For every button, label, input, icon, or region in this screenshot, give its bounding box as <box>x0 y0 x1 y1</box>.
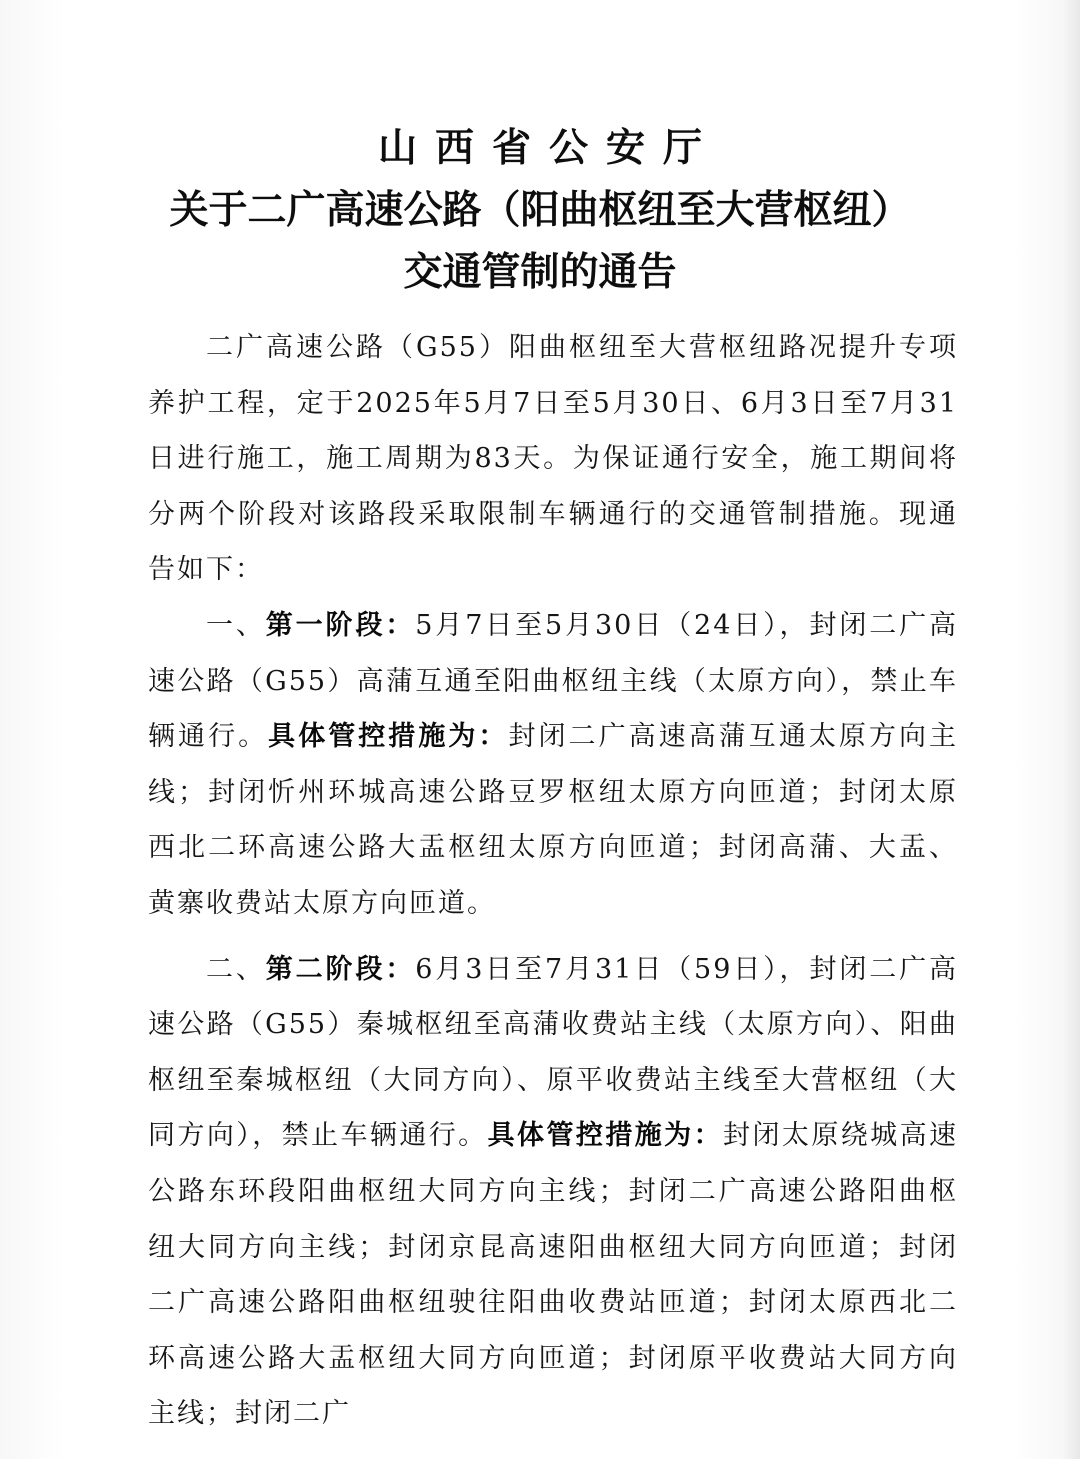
section-2-paragraph <box>148 942 958 1442</box>
section-2-text: 6月3日至7月31日（59日），封闭二广高速公路（G55）秦城枢纽至高蒲收费站主线（太原方向）、阳曲枢纽至秦城枢纽（大同方向）、原平收费站主线至大营枢纽（大同方向），禁止车辆通行。 <box>148 953 959 1152</box>
section-1-paragraph <box>148 598 958 932</box>
title-subject: 关于二广高速公路（阳曲枢纽至大营枢纽） <box>169 188 911 233</box>
section-1-prefix: 一、 <box>206 609 266 641</box>
section-2-measures-label: 具体管控措施为： <box>487 1120 724 1152</box>
document-title <box>0 118 1080 304</box>
section-2-measures: 封闭太原绕城高速公路东环段阳曲枢纽大同方向主线；封闭二广高速公路阳曲枢纽大同方向主线；封闭京昆高速阳曲枢纽大同方向匝道；封闭二广高速公路阳曲枢纽驶往阳曲收费站匝道；封闭太原西北二环高速公路大盂枢纽大同方向匝道；封闭原平收费站大同方向主线；封闭二广 <box>148 1120 959 1430</box>
section-2-heading: 第二阶段： <box>265 953 416 985</box>
section-1-measures-label: 具体管控措施为： <box>268 721 509 753</box>
section-1-heading: 第一阶段： <box>265 609 416 641</box>
page-edge-shadow <box>1062 0 1080 1459</box>
section-1-text: 5月7日至5月30日（24日），封闭二广高速公路（G55）高蒲互通至阳曲枢纽主线（太原方向），禁止车辆通行。 <box>148 609 959 753</box>
section-2-prefix: 二、 <box>206 953 266 985</box>
intro-paragraph: 二广高速公路（G55）阳曲枢纽至大营枢纽路况提升专项养护工程，定于2025年5月7日至5月30日、6月3日至7月31日进行施工，施工周期为83天。为保证通行安全，施工期间将分两个阶段对该路段采取限制车辆通行的交通管制措施。现通告如下： <box>148 332 958 586</box>
title-notice: 交通管制的通告 <box>403 250 677 295</box>
section-1-measures: 封闭二广高速高蒲互通太原方向主线；封闭忻州环城高速公路豆罗枢纽太原方向匝道；封闭太原西北二环高速公路大盂枢纽太原方向匝道；封闭高蒲、大盂、黄寨收费站太原方向匝道。 <box>148 721 959 919</box>
title-issuer: 山西省公安厅 <box>377 126 720 171</box>
document-body <box>148 320 958 1442</box>
